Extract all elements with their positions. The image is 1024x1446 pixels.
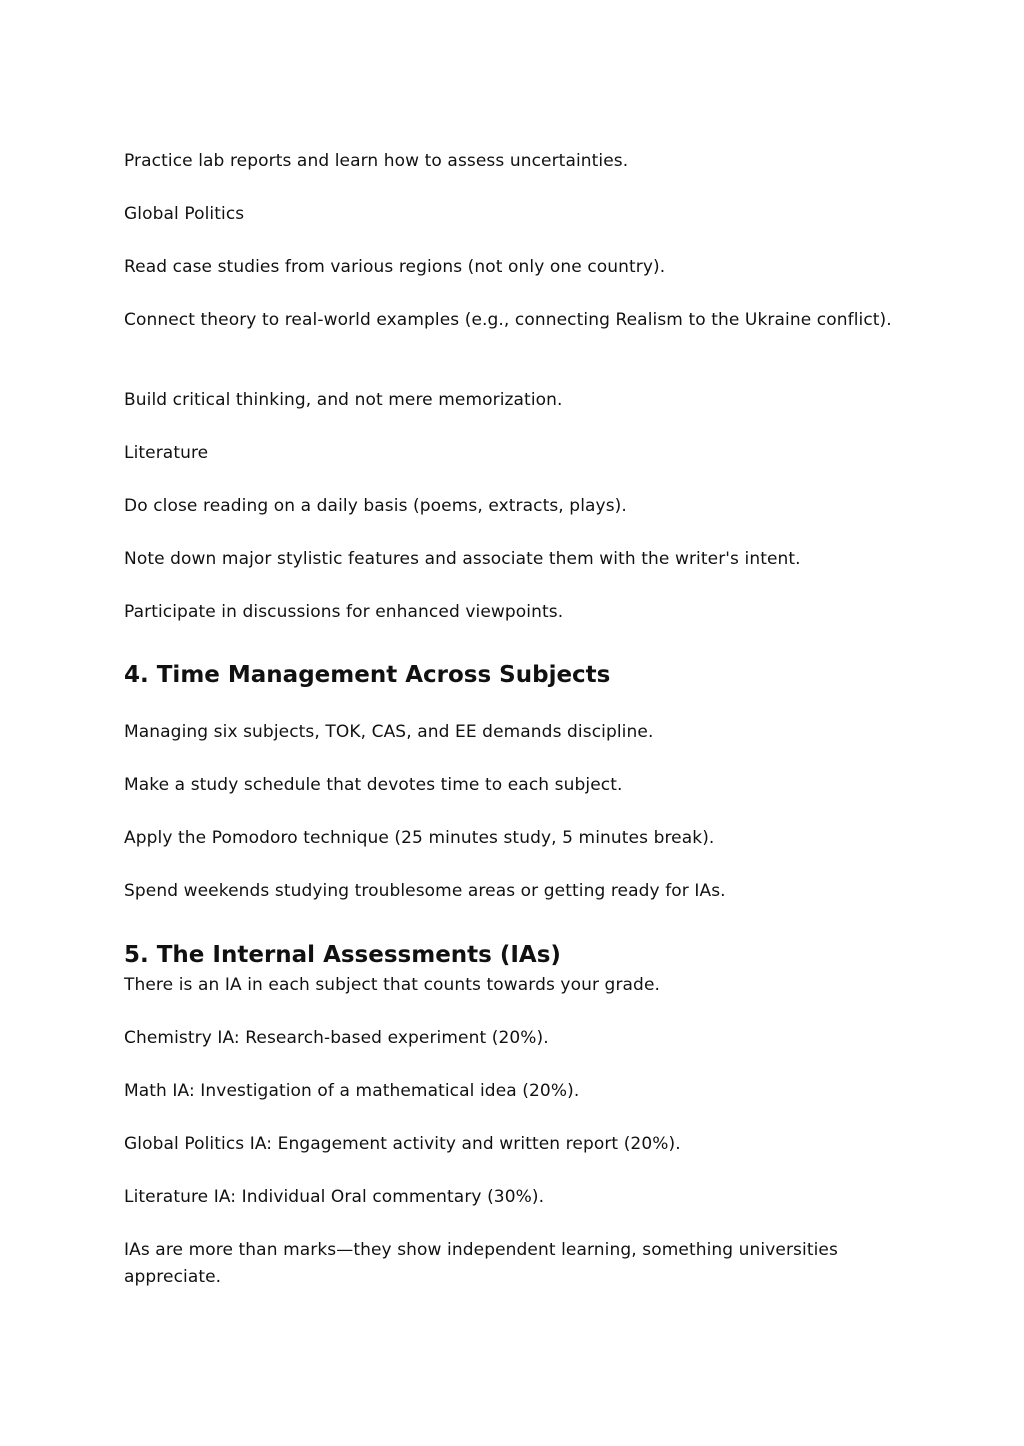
- paragraph: Practice lab reports and learn how to assess uncertainties.: [124, 151, 629, 171]
- paragraph: IAs are more than marks—they show independent learning, something universities appreciate.: [124, 1240, 838, 1287]
- subject-label-global-politics: Global Politics: [124, 204, 245, 224]
- paragraph: Literature IA: Individual Oral commentary (30%).: [124, 1187, 545, 1207]
- paragraph: Read case studies from various regions (not only one country).: [124, 257, 666, 277]
- section-heading: 5. The Internal Assessments (IAs): [124, 942, 561, 968]
- subject-label-literature: Literature: [124, 443, 209, 463]
- paragraph: Note down major stylistic features and associate them with the writer's intent.: [124, 549, 801, 569]
- section-heading: 4. Time Management Across Subjects: [124, 662, 611, 688]
- paragraph: Global Politics IA: Engagement activity and written report (20%).: [124, 1134, 681, 1154]
- paragraph: Spend weekends studying troublesome areas or getting ready for IAs.: [124, 881, 726, 901]
- paragraph: Managing six subjects, TOK, CAS, and EE demands discipline.: [124, 722, 654, 742]
- paragraph: Math IA: Investigation of a mathematical idea (20%).: [124, 1081, 580, 1101]
- paragraph: Apply the Pomodoro technique (25 minutes study, 5 minutes break).: [124, 828, 715, 848]
- paragraph: Make a study schedule that devotes time to each subject.: [124, 775, 623, 795]
- paragraph: Build critical thinking, and not mere memorization.: [124, 390, 563, 410]
- paragraph: There is an IA in each subject that counts towards your grade.: [124, 975, 661, 995]
- paragraph: Do close reading on a daily basis (poems, extracts, plays).: [124, 496, 627, 516]
- paragraph: Connect theory to real-world examples (e.g., connecting Realism to the Ukraine conflict).: [124, 310, 892, 330]
- paragraph: Chemistry IA: Research-based experiment (20%).: [124, 1028, 549, 1048]
- paragraph: Participate in discussions for enhanced viewpoints.: [124, 602, 564, 622]
